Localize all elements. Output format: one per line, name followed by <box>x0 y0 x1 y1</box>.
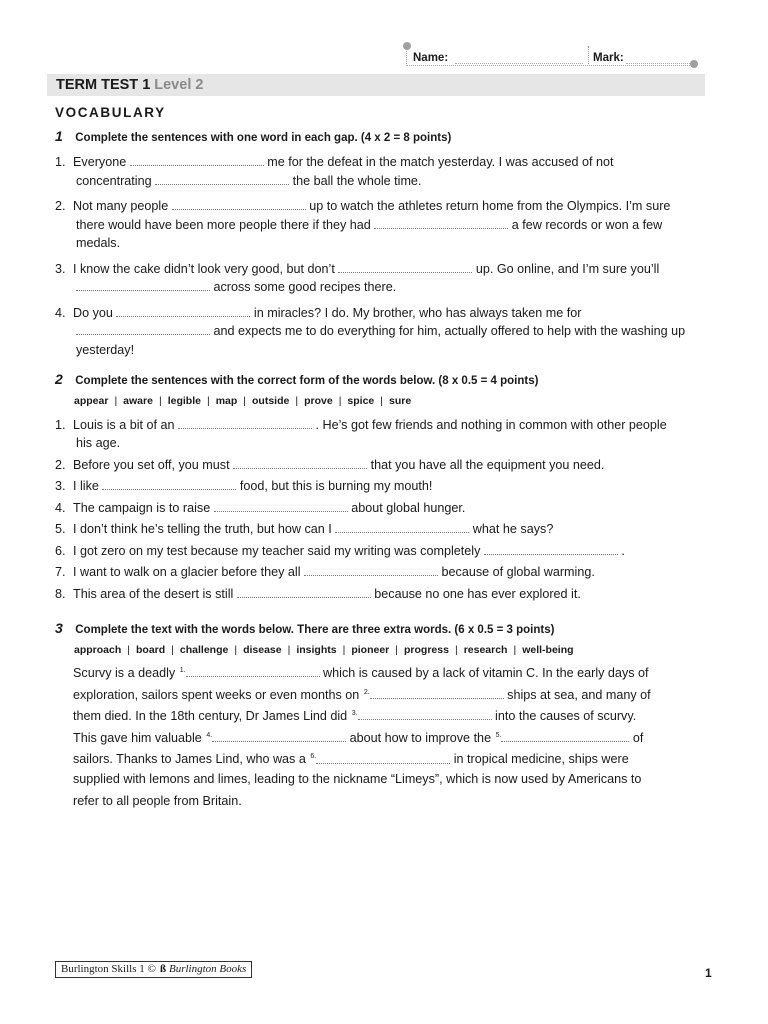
sentence-text: Not many people <box>73 199 172 213</box>
sentence-line <box>76 343 134 357</box>
sentence-line <box>73 749 629 767</box>
sentence-text: his age. <box>76 436 121 450</box>
sentence-line <box>73 544 625 558</box>
dotted-divider <box>406 46 407 64</box>
exercise-number: 3 <box>55 620 63 636</box>
answer-gap[interactable] <box>304 565 438 576</box>
word-bank-item: insights <box>296 644 337 656</box>
word-separator: | <box>243 395 247 407</box>
exercise-3-header <box>55 620 554 638</box>
name-field[interactable] <box>455 63 583 64</box>
word-bank-item: pioneer <box>351 644 390 656</box>
sentence-text: about how to improve the <box>346 730 495 745</box>
word-separator: | <box>171 644 174 656</box>
item-number: 4. <box>55 500 66 515</box>
sentence-line <box>73 663 649 681</box>
word-separator: | <box>127 644 130 656</box>
section-heading: VOCABULARY <box>55 105 166 120</box>
sentence-text: about global hunger. <box>347 500 466 515</box>
sentence-text: exploration, sailors spent weeks or even months on <box>73 687 363 702</box>
test-level: Level 2 <box>154 77 204 93</box>
exercise-number: 2 <box>55 371 63 387</box>
sentence-line <box>73 501 465 515</box>
sentence-line <box>76 324 685 338</box>
sentence-text: I got zero on my test because my teacher said my writing was completely <box>73 543 484 558</box>
sentence-line <box>73 771 641 787</box>
answer-gap[interactable] <box>316 753 450 764</box>
item-number: 8. <box>55 586 66 601</box>
answer-gap[interactable] <box>233 458 367 469</box>
name-label: Name: <box>413 52 449 64</box>
sentence-text: a few records or won a few <box>508 217 663 232</box>
dotted-underline <box>406 65 696 66</box>
test-title: TERM TEST 1 <box>56 77 151 93</box>
answer-gap[interactable] <box>237 587 371 598</box>
item-number: 5. <box>55 522 66 536</box>
sentence-text: Louis is a bit of an <box>73 418 179 432</box>
mark-field[interactable] <box>626 63 692 64</box>
word-bank-item: appear <box>74 395 109 407</box>
word-bank-item: spice <box>347 395 375 407</box>
sentence-text: concentrating <box>76 173 156 188</box>
sentence-line <box>76 174 421 188</box>
word-bank-item: disease <box>243 644 282 656</box>
sentence-text: I don’t think he’s telling the truth, but how can I <box>73 522 336 536</box>
sentence-text: which is caused by a lack of vitamin C. In the early days of <box>319 666 649 681</box>
item-number: 6. <box>55 543 66 558</box>
word-bank-item: outside <box>252 395 290 407</box>
sentence-line <box>76 218 662 232</box>
sentence-text: them died. In the 18th century, Dr James Lind did <box>73 709 351 724</box>
item-number: 4. <box>55 305 66 320</box>
answer-gap[interactable] <box>370 688 504 699</box>
sentence-line <box>73 199 670 213</box>
sentence-text: refer to all people from Britain. <box>73 793 242 808</box>
sentence-text: into the causes of scurvy. <box>491 709 637 724</box>
item-number: 3. <box>55 261 66 276</box>
sentence-line <box>73 685 651 703</box>
answer-gap[interactable] <box>501 731 629 742</box>
word-bank-item: challenge <box>179 644 229 656</box>
sentence-line <box>73 479 432 493</box>
word-separator: | <box>287 644 291 656</box>
sentence-text: in tropical medicine, ships were <box>450 752 629 767</box>
sentence-line <box>73 587 581 601</box>
word-separator: | <box>395 644 399 656</box>
answer-gap[interactable] <box>358 709 492 720</box>
word-bank-item: map <box>215 395 238 407</box>
sentence-text: the ball the whole time. <box>289 173 422 188</box>
word-separator: | <box>513 644 517 656</box>
sentence-text: I know the cake didn’t look very good, but don’t <box>73 261 339 276</box>
footer-series: Burlington Skills 1 © <box>61 963 156 975</box>
answer-gap[interactable] <box>116 306 250 317</box>
sentence-line <box>73 565 595 579</box>
sentence-text: I want to walk on a glacier before they all <box>73 565 305 579</box>
word-separator: | <box>380 395 384 407</box>
sentence-text: Do you <box>73 305 117 320</box>
decorative-dot <box>690 60 698 68</box>
gap-number: 1. <box>179 667 186 674</box>
sentence-text: supplied with lemons and limes, leading to the nickname “Limeys”, which is now used by Americans to <box>73 772 642 786</box>
answer-gap[interactable] <box>76 280 210 291</box>
sentence-text: there would have been more people there if they had <box>76 217 375 232</box>
exercise-number: 1 <box>55 128 63 144</box>
answer-gap[interactable] <box>155 174 289 185</box>
answer-gap[interactable] <box>212 731 346 742</box>
sentence-text: This area of the desert is still <box>73 586 237 601</box>
sentence-text: yesterday! <box>76 342 135 357</box>
sentence-text: The campaign is to raise <box>73 500 214 515</box>
gap-number: 5. <box>495 731 502 739</box>
answer-gap[interactable] <box>178 418 312 429</box>
publisher-footer <box>55 961 252 978</box>
word-bank-item: progress <box>404 644 449 656</box>
sentence-text: and expects me to do everything for him, actually offered to help with the washing up <box>210 324 686 338</box>
sentence-text: across some good recipes there. <box>210 280 397 294</box>
answer-gap[interactable] <box>374 218 508 229</box>
answer-gap[interactable] <box>186 666 320 677</box>
item-number: 7. <box>55 565 66 579</box>
gap-number: 3. <box>351 710 358 718</box>
sentence-line <box>76 236 120 250</box>
sentence-line <box>73 306 581 320</box>
word-bank-item: research <box>463 644 508 656</box>
word-bank-item: legible <box>167 395 201 407</box>
decorative-dot <box>403 42 411 50</box>
sentence-text: because of global warming. <box>438 565 595 579</box>
page-number: 1 <box>705 966 712 980</box>
dotted-divider <box>588 46 589 64</box>
sentence-text: ships at sea, and many of <box>503 687 651 702</box>
sentence-text: food, but this is burning my mouth! <box>236 479 433 493</box>
word-separator: | <box>158 395 162 407</box>
answer-gap[interactable] <box>130 155 264 166</box>
name-mark-strip <box>404 46 696 66</box>
sentence-line <box>73 728 643 746</box>
sentence-line <box>73 418 667 432</box>
sentence-line <box>73 458 604 472</box>
word-separator: | <box>338 395 342 407</box>
sentence-text: what he says? <box>469 522 554 536</box>
sentence-text: Scurvy is a deadly <box>73 666 179 681</box>
item-number: 2. <box>55 457 66 472</box>
sentence-text: sailors. Thanks to James Lind, who was a <box>73 752 310 767</box>
sentence-text: me for the defeat in the match yesterday. I was accused of not <box>263 155 614 169</box>
word-separator: | <box>234 644 238 656</box>
word-bank <box>74 395 411 407</box>
item-number: 3. <box>55 479 66 493</box>
exercise-1-header <box>55 128 451 146</box>
gap-number: 6. <box>310 753 317 761</box>
sentence-line <box>73 706 636 724</box>
item-number: 1. <box>55 155 66 169</box>
sentence-text: . <box>617 543 625 558</box>
sentence-line <box>73 522 553 536</box>
sentence-line <box>73 262 659 276</box>
word-bank-item: board <box>136 644 166 656</box>
word-separator: | <box>206 395 210 407</box>
item-number: 1. <box>55 418 66 432</box>
exercise-2-header <box>55 371 538 389</box>
sentence-text: up. Go online, and I’m sure you’ll <box>472 261 660 276</box>
answer-gap[interactable] <box>335 522 469 533</box>
item-number: 2. <box>55 199 66 213</box>
title-bar <box>47 74 705 96</box>
answer-gap[interactable] <box>338 262 472 273</box>
answer-gap[interactable] <box>484 544 618 555</box>
publisher-logo-icon: ß <box>160 963 167 975</box>
footer-publisher: Burlington Books <box>169 963 247 975</box>
sentence-text: because no one has ever explored it. <box>370 586 581 601</box>
sentence-text: that you have all the equipment you need. <box>367 457 605 472</box>
word-separator: | <box>114 395 118 407</box>
sentence-line <box>76 280 396 294</box>
gap-number: 2. <box>363 688 370 696</box>
word-separator: | <box>454 644 458 656</box>
word-bank-item: prove <box>304 395 333 407</box>
word-bank-item: approach <box>74 644 122 656</box>
sentence-text: Everyone <box>73 155 130 169</box>
word-separator: | <box>342 644 346 656</box>
word-bank-item: sure <box>389 395 412 407</box>
sentence-text: . He’s got few friends and nothing in common with other people <box>312 418 667 432</box>
sentence-text: Before you set off, you must <box>73 457 234 472</box>
answer-gap[interactable] <box>172 199 306 210</box>
word-bank <box>74 644 574 656</box>
mark-label: Mark: <box>593 52 624 64</box>
answer-gap[interactable] <box>102 479 236 490</box>
sentence-text: I like <box>73 479 103 493</box>
answer-gap[interactable] <box>214 501 348 512</box>
sentence-line <box>76 436 120 450</box>
exercise-instruction: Complete the sentences with one word in each gap. (4 x 2 = 8 points) <box>75 132 452 144</box>
exercise-instruction: Complete the sentences with the correct form of the words below. (8 x 0.5 = 4 points) <box>75 375 539 387</box>
exercise-instruction: Complete the text with the words below. There are three extra words. (6 x 0.5 = 3 points) <box>75 624 555 636</box>
sentence-text: of <box>629 730 644 745</box>
gap-number: 4. <box>206 731 213 739</box>
sentence-line <box>73 793 242 809</box>
sentence-text: medals. <box>76 236 121 250</box>
answer-gap[interactable] <box>76 324 210 335</box>
sentence-text: in miracles? I do. My brother, who has always taken me for <box>250 305 582 320</box>
sentence-line <box>73 155 613 169</box>
word-bank-item: well-being <box>522 644 574 656</box>
sentence-text: up to watch the athletes return home from the Olympics. I’m sure <box>305 199 671 213</box>
sentence-text: This gave him valuable <box>73 730 206 745</box>
word-bank-item: aware <box>123 395 153 407</box>
word-separator: | <box>295 395 299 407</box>
